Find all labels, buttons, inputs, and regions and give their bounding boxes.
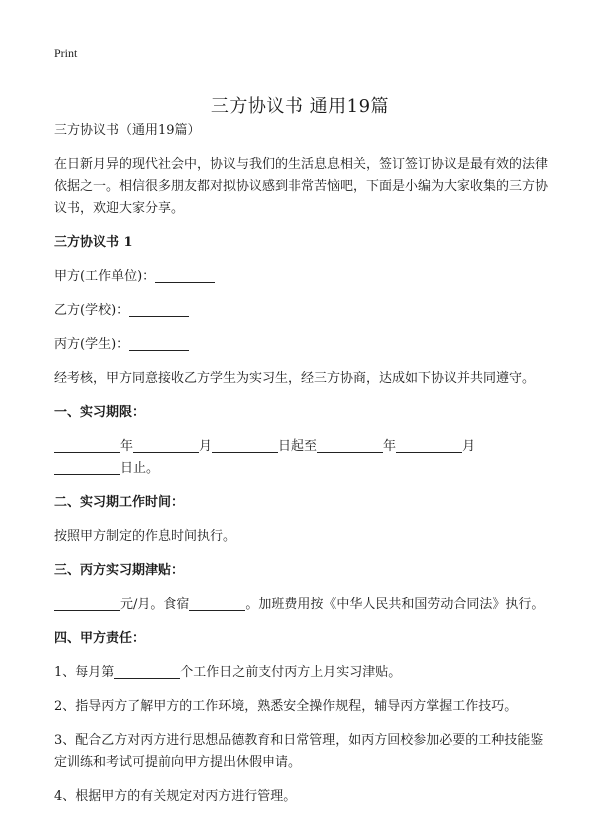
document-body — [54, 120, 554, 820]
start-month-label: 月 — [199, 439, 213, 454]
party-b-label: 乙方(学校)： — [54, 303, 130, 318]
internship-period — [54, 436, 554, 480]
agreement-intro: 经考核，甲方同意接收乙方学生为实习生，经三方协商，达成如下协议并共同遵守。 — [54, 371, 536, 386]
start-day-label: 日起至 — [278, 439, 318, 454]
board-blank — [189, 596, 245, 611]
section-4-item-2: 2、指导丙方了解甲方的工作环境，熟悉安全操作规程，辅导丙方掌握工作技巧。 — [54, 699, 518, 714]
pay-day-blank — [114, 664, 180, 679]
end-year-blank — [317, 438, 383, 453]
section-heading: 三方协议书 1 — [54, 235, 133, 250]
start-day-blank — [212, 438, 278, 453]
party-c-line — [54, 334, 554, 356]
party-a-blank — [155, 268, 215, 283]
party-b-blank — [129, 302, 189, 317]
party-a-label: 甲方(工作单位)： — [54, 269, 156, 284]
item-1-suffix: 个工作日之前支付丙方上月实习津贴。 — [180, 665, 402, 680]
party-c-label: 丙方(学生)： — [54, 337, 130, 352]
end-month-label: 月 — [462, 439, 476, 454]
section-2-heading: 二、实习期工作时间： — [54, 495, 185, 510]
allowance-unit: 元/月。食宿 — [120, 597, 190, 612]
start-year-blank — [54, 438, 120, 453]
end-day-label: 日止。 — [120, 461, 160, 476]
section-3-text — [54, 594, 554, 616]
section-4-item-3: 3、配合乙方对丙方进行思想品德教育和日常管理，如丙方回校参加必要的工种技能鉴定训练和考试可提前向甲方提出休假申请。 — [54, 733, 544, 770]
start-year-label: 年 — [120, 439, 134, 454]
allowance-blank — [54, 596, 120, 611]
section-2-text: 按照甲方制定的作息时间执行。 — [54, 529, 237, 544]
section-4-item-1 — [54, 662, 554, 684]
section-1-heading: 一、实习期限： — [54, 405, 146, 420]
print-link[interactable]: Print — [54, 46, 78, 60]
section-4-heading: 四、甲方责任： — [54, 631, 146, 646]
start-month-blank — [133, 438, 199, 453]
party-a-line — [54, 266, 554, 288]
party-b-line — [54, 300, 554, 322]
end-year-label: 年 — [383, 439, 397, 454]
party-c-blank — [129, 336, 189, 351]
item-1-prefix: 1、每月第 — [54, 665, 115, 680]
document-subtitle: 三方协议书（通用19篇） — [54, 123, 201, 138]
end-month-blank — [396, 438, 462, 453]
overtime-text: 。加班费用按《中华人民共和国劳动合同法》执行。 — [245, 597, 545, 612]
section-4-item-4: 4、根据甲方的有关规定对丙方进行管理。 — [54, 789, 297, 804]
section-3-heading: 三、丙方实习期津贴： — [54, 563, 185, 578]
intro-paragraph: 在日新月异的现代社会中，协议与我们的生活息息相关，签订签订协议是最有效的法律依据之一。相信很多朋友都对拟协议感到非常苦恼吧，下面是小编为大家收集的三方协议书，欢迎大家分享。 — [54, 157, 549, 216]
page-title: 三方协议书 通用19篇 — [210, 96, 390, 118]
end-day-blank — [54, 460, 120, 475]
